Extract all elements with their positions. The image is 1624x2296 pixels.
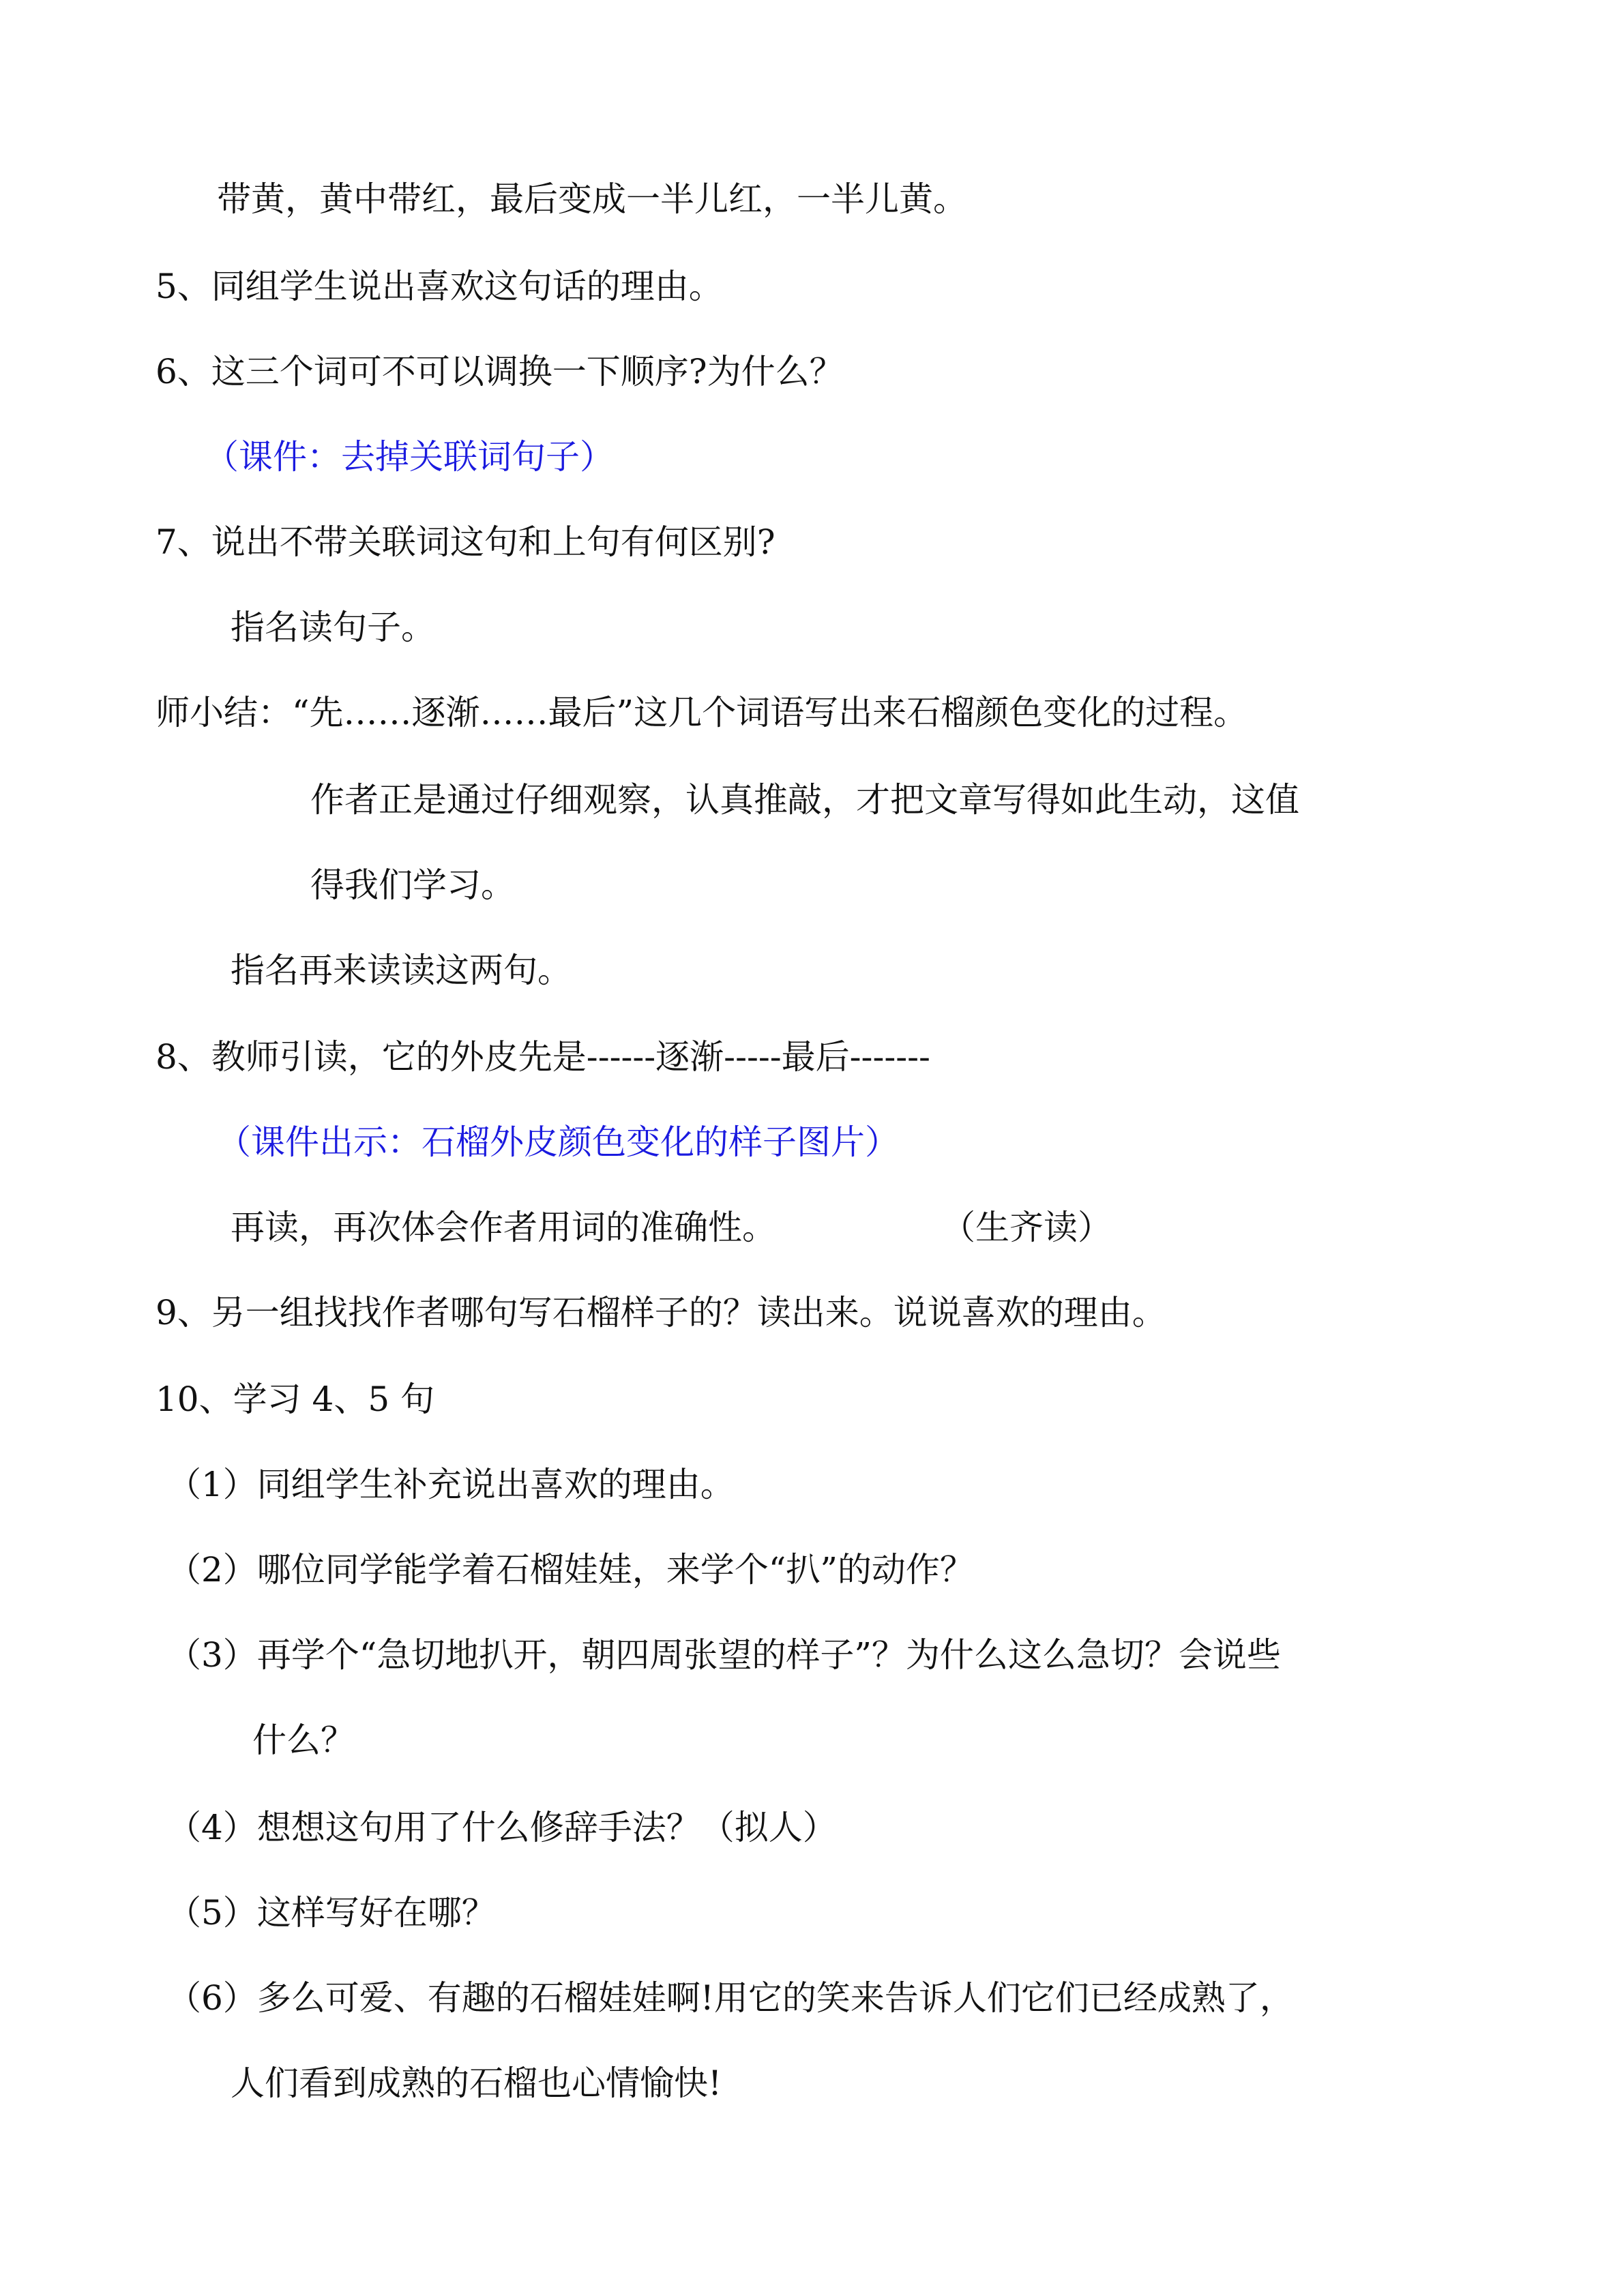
text-line: 什么？ [252,1720,355,1760]
text-line: （2）哪位同学能学着石榴娃娃，来学个“扒”的动作？ [167,1550,974,1590]
text-line: 8、教师引读，它的外皮先是------逐渐-----最后------- [156,1037,930,1077]
text-line: 6、这三个词可不可以调换一下顺序?为什么？ [156,352,844,391]
text-line: 带黄，黄中带红，最后变成一半儿红，一半儿黄。 [217,179,967,219]
text-line: 作者正是通过仔细观察，认真推敲，才把文章写得如此生动，这值 [310,780,1299,820]
text-line: （5）这样写好在哪？ [167,1893,496,1933]
text-line: 得我们学习。 [310,865,515,905]
text-line: 10、学习 4、5 句 [156,1380,435,1419]
text-line: 师小结：“先……逐渐……最后”这几个词语写出来石榴颜色变化的过程。 [156,693,1248,732]
text-line: （1）同组学生补充说出喜欢的理由。 [167,1465,735,1504]
text-line: 9、另一组找找作者哪句写石榴样子的？读出来。说说喜欢的理由。 [156,1293,1166,1332]
text-line: 人们看到成熟的石榴也心情愉快! [231,2063,722,2103]
text-line: （4）想想这句用了什么修辞手法？（拟人） [167,1808,837,1847]
text-line: 指名读句子。 [231,608,435,647]
text-line: （6）多么可爱、有趣的石榴娃娃啊!用它的笑来告诉人们它们已经成熟了， [167,1978,1294,2018]
courseware-note: （课件：去掉关联词句子） [205,437,614,477]
text-line: （生齐读） [941,1208,1112,1247]
text-line: 5、同组学生说出喜欢这句话的理由。 [156,267,723,306]
text-line: 7、说出不带关联词这句和上句有何区别? [156,522,776,562]
text-line: 指名再来读读这两句。 [231,951,572,990]
text-line: （3）再学个“急切地扒开，朝四周张望的样子”？为什么这么急切？会说些 [167,1635,1281,1675]
text-line: 再读，再次体会作者用词的准确性。 [231,1208,776,1247]
courseware-note: （课件出示：石榴外皮颜色变化的样子图片） [217,1122,899,1162]
